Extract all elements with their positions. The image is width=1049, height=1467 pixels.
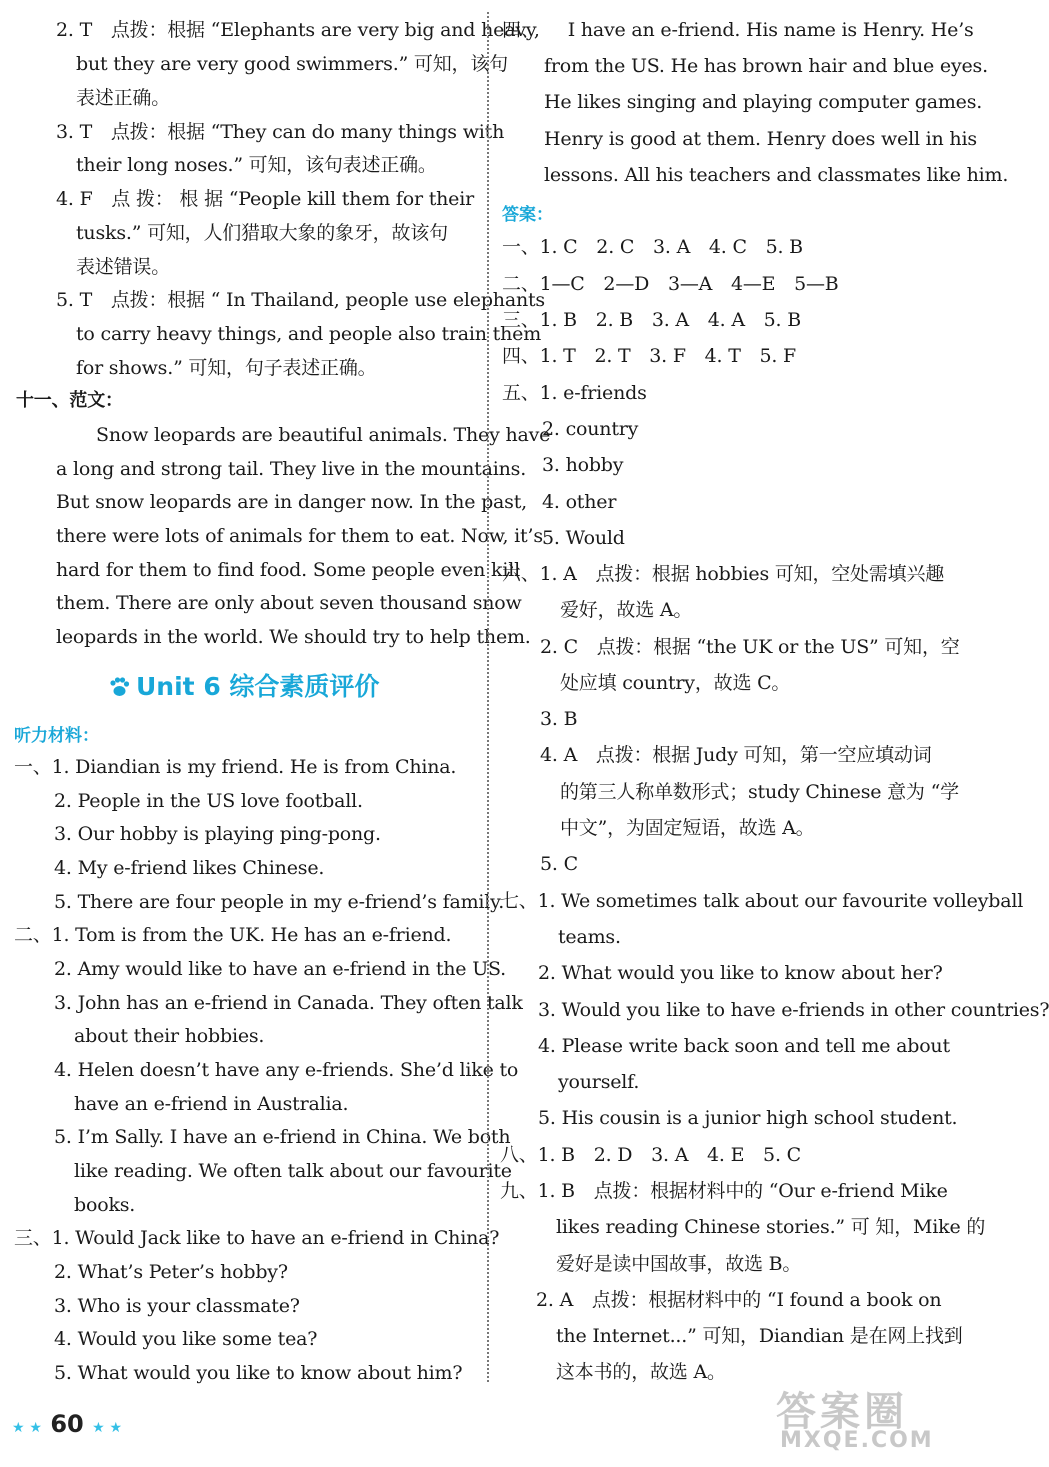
left_column-line: 一、1. Diandian is my friend. He is from China. xyxy=(14,756,457,778)
page-number xyxy=(12,1410,122,1438)
right_column-line: 三、1. B 2. B 3. A 4. A 5. B xyxy=(502,309,801,331)
left_column-line: But snow leopards are in danger now. In the past, xyxy=(56,491,528,513)
page-number-text: 60 xyxy=(50,1410,84,1438)
left_column-line: 4. My e-friend likes Chinese. xyxy=(54,857,325,879)
right_column-line: likes reading Chinese stories.” 可 知，Mike 的 xyxy=(556,1216,986,1238)
left_column-line: books. xyxy=(74,1194,136,1216)
left_column-line: 表述正确。 xyxy=(76,87,171,109)
left_column-line: tusks.” 可知，人们猎取大象的象牙，故该句 xyxy=(76,222,448,244)
watermark-logo: 答案圈 xyxy=(776,1389,908,1435)
right_column-line: 4. Please write back soon and tell me about xyxy=(538,1035,950,1057)
left_column-line: 2. Amy would like to have an e-friend in the US. xyxy=(54,958,506,980)
left_column-line: 4. F 点 拨： 根 据 “People kill them for their xyxy=(56,188,474,210)
right_column-line: lessons. All his teachers and classmates like him. xyxy=(544,164,1009,186)
watermark-url: MXQE.COM xyxy=(780,1428,934,1453)
right_column-line: 九、1. B 点拨：根据材料中的 “Our e-friend Mike xyxy=(500,1180,948,1202)
right_column-line: 五、1. e-friends xyxy=(502,382,647,404)
column-divider xyxy=(487,12,489,1382)
listening-material-label: 听力材料： xyxy=(14,726,99,746)
right_column-line: 4. A 点拨：根据 Judy 可知，第一空应填动词 xyxy=(540,744,932,766)
right_column-line: 2. What would you like to know about her? xyxy=(538,962,943,984)
right_column-line: 5. C xyxy=(540,853,578,875)
right_column-line: 5. His cousin is a junior high school student. xyxy=(538,1107,958,1129)
left_column-line: them. There are only about seven thousand snow xyxy=(56,592,522,614)
left_column-line: 二、1. Tom is from the UK. He has an e-friend. xyxy=(14,924,452,946)
right_column-line: He likes singing and playing computer games. xyxy=(544,91,983,113)
left_column-line: 表述错误。 xyxy=(76,256,171,278)
left_column-line: 5. There are four people in my e-friend’s family. xyxy=(54,891,505,913)
left_column-line: a long and strong tail. They live in the mountains. xyxy=(56,458,527,480)
unit-title xyxy=(108,670,379,704)
left_column-line: 2. People in the US love football. xyxy=(54,790,363,812)
left_column-line: 3. T 点拨：根据 “They can do many things with xyxy=(56,121,505,143)
right_column-line: 中文”，为固定短语，故选 A。 xyxy=(560,817,815,839)
right_column-line: from the US. He has brown hair and blue eyes. xyxy=(544,55,988,77)
right_column-line: 3. hobby xyxy=(542,454,624,476)
left_column-line: leopards in the world. We should try to help them. xyxy=(56,626,531,648)
left_column-line: hard for them to find food. Some people even kill xyxy=(56,559,520,581)
right_column-line: 七、1. We sometimes talk about our favourite volleyball xyxy=(500,890,1024,912)
left_column-line: 2. What’s Peter’s hobby? xyxy=(54,1261,288,1283)
right_column-line: Henry is good at them. Henry does well in his xyxy=(544,128,977,150)
left_column-line: 三、1. Would Jack like to have an e-friend in China? xyxy=(14,1227,500,1249)
left_column-line: 5. What would you like to know about him? xyxy=(54,1362,463,1384)
left_column-line: there were lots of animals for them to eat. Now, it’s xyxy=(56,525,543,547)
left_column-line: 十一、范文： xyxy=(16,390,123,411)
star-icon: ★ ★ xyxy=(12,1420,42,1436)
right_column-line: 3. B xyxy=(540,708,578,730)
right_column-line: 的第三人称单数形式；study Chinese 意为 “学 xyxy=(560,781,959,803)
left_column-line: have an e-friend in Australia. xyxy=(74,1093,349,1115)
left_column-line: 5. I’m Sally. I have an e-friend in China. We both xyxy=(54,1126,511,1148)
left_column-line: 2. T 点拨：根据 “Elephants are very big and heavy, xyxy=(56,19,540,41)
right_column-line: the Internet...” 可知，Diandian 是在网上找到 xyxy=(556,1325,963,1347)
right_column-line: teams. xyxy=(558,926,621,948)
right_column-line: 5. Would xyxy=(542,527,625,549)
left_column-line: 3. Our hobby is playing ping-pong. xyxy=(54,823,381,845)
right_column-line: 处应填 country，故选 C。 xyxy=(560,672,791,694)
left_column-line: 4. Would you like some tea? xyxy=(54,1328,318,1350)
right_column-line: 2. A 点拨：根据材料中的 “I found a book on xyxy=(536,1289,942,1311)
left_column-line: 3. John has an e-friend in Canada. They often talk xyxy=(54,992,523,1014)
right_column-line: 一、1. C 2. C 3. A 4. C 5. B xyxy=(502,236,803,258)
answer-label: 答案： xyxy=(502,205,553,225)
right_column-line: 这本书的，故选 A。 xyxy=(556,1361,726,1383)
right_column-line: 2. country xyxy=(542,418,639,440)
right_column-line: 3. Would you like to have e-friends in other countries? xyxy=(538,999,1049,1021)
left_column-line: 4. Helen doesn’t have any e-friends. She’d like to xyxy=(54,1059,519,1081)
left_column-line: Snow leopards are beautiful animals. They have xyxy=(96,424,551,446)
right_column-line: 爱好是读中国故事，故选 B。 xyxy=(556,1253,802,1275)
left_column-line: 5. T 点拨：根据 “ In Thailand, people use elephants xyxy=(56,289,545,311)
left_column-line: 3. Who is your classmate? xyxy=(54,1295,300,1317)
right_column-line: 2. C 点拨：根据 “the UK or the US” 可知，空 xyxy=(540,636,960,658)
left_column-line: their long noses.” 可知，该句表述正确。 xyxy=(76,154,437,176)
right_column-line: 四、1. T 2. T 3. F 4. T 5. F xyxy=(502,345,797,367)
right_column-line: 4. other xyxy=(542,491,617,513)
unit-title-text: Unit 6 综合素质评价 xyxy=(136,672,380,701)
right_column-line: 四、 I have an e-friend. His name is Henry. He’s xyxy=(502,19,974,41)
paw-icon xyxy=(108,676,130,698)
left_column-line: about their hobbies. xyxy=(74,1025,265,1047)
left_column-line: for shows.” 可知，句子表述正确。 xyxy=(76,357,377,379)
right_column-line: 六、1. A 点拨：根据 hobbies 可知，空处需填兴趣 xyxy=(502,563,945,585)
left_column-line: but they are very good swimmers.” 可知，该句 xyxy=(76,53,508,75)
watermark xyxy=(770,1380,960,1460)
right_column-line: 八、1. B 2. D 3. A 4. E 5. C xyxy=(500,1144,801,1166)
star-icon: ★ ★ xyxy=(92,1420,123,1436)
right_column-line: 爱好，故选 A。 xyxy=(560,599,693,621)
left_column-line: to carry heavy things, and people also train them xyxy=(76,323,542,345)
left_column-line: like reading. We often talk about our favourite xyxy=(74,1160,512,1182)
right_column-line: 二、1—C 2—D 3—A 4—E 5—B xyxy=(502,273,839,295)
right_column-line: yourself. xyxy=(558,1071,640,1093)
